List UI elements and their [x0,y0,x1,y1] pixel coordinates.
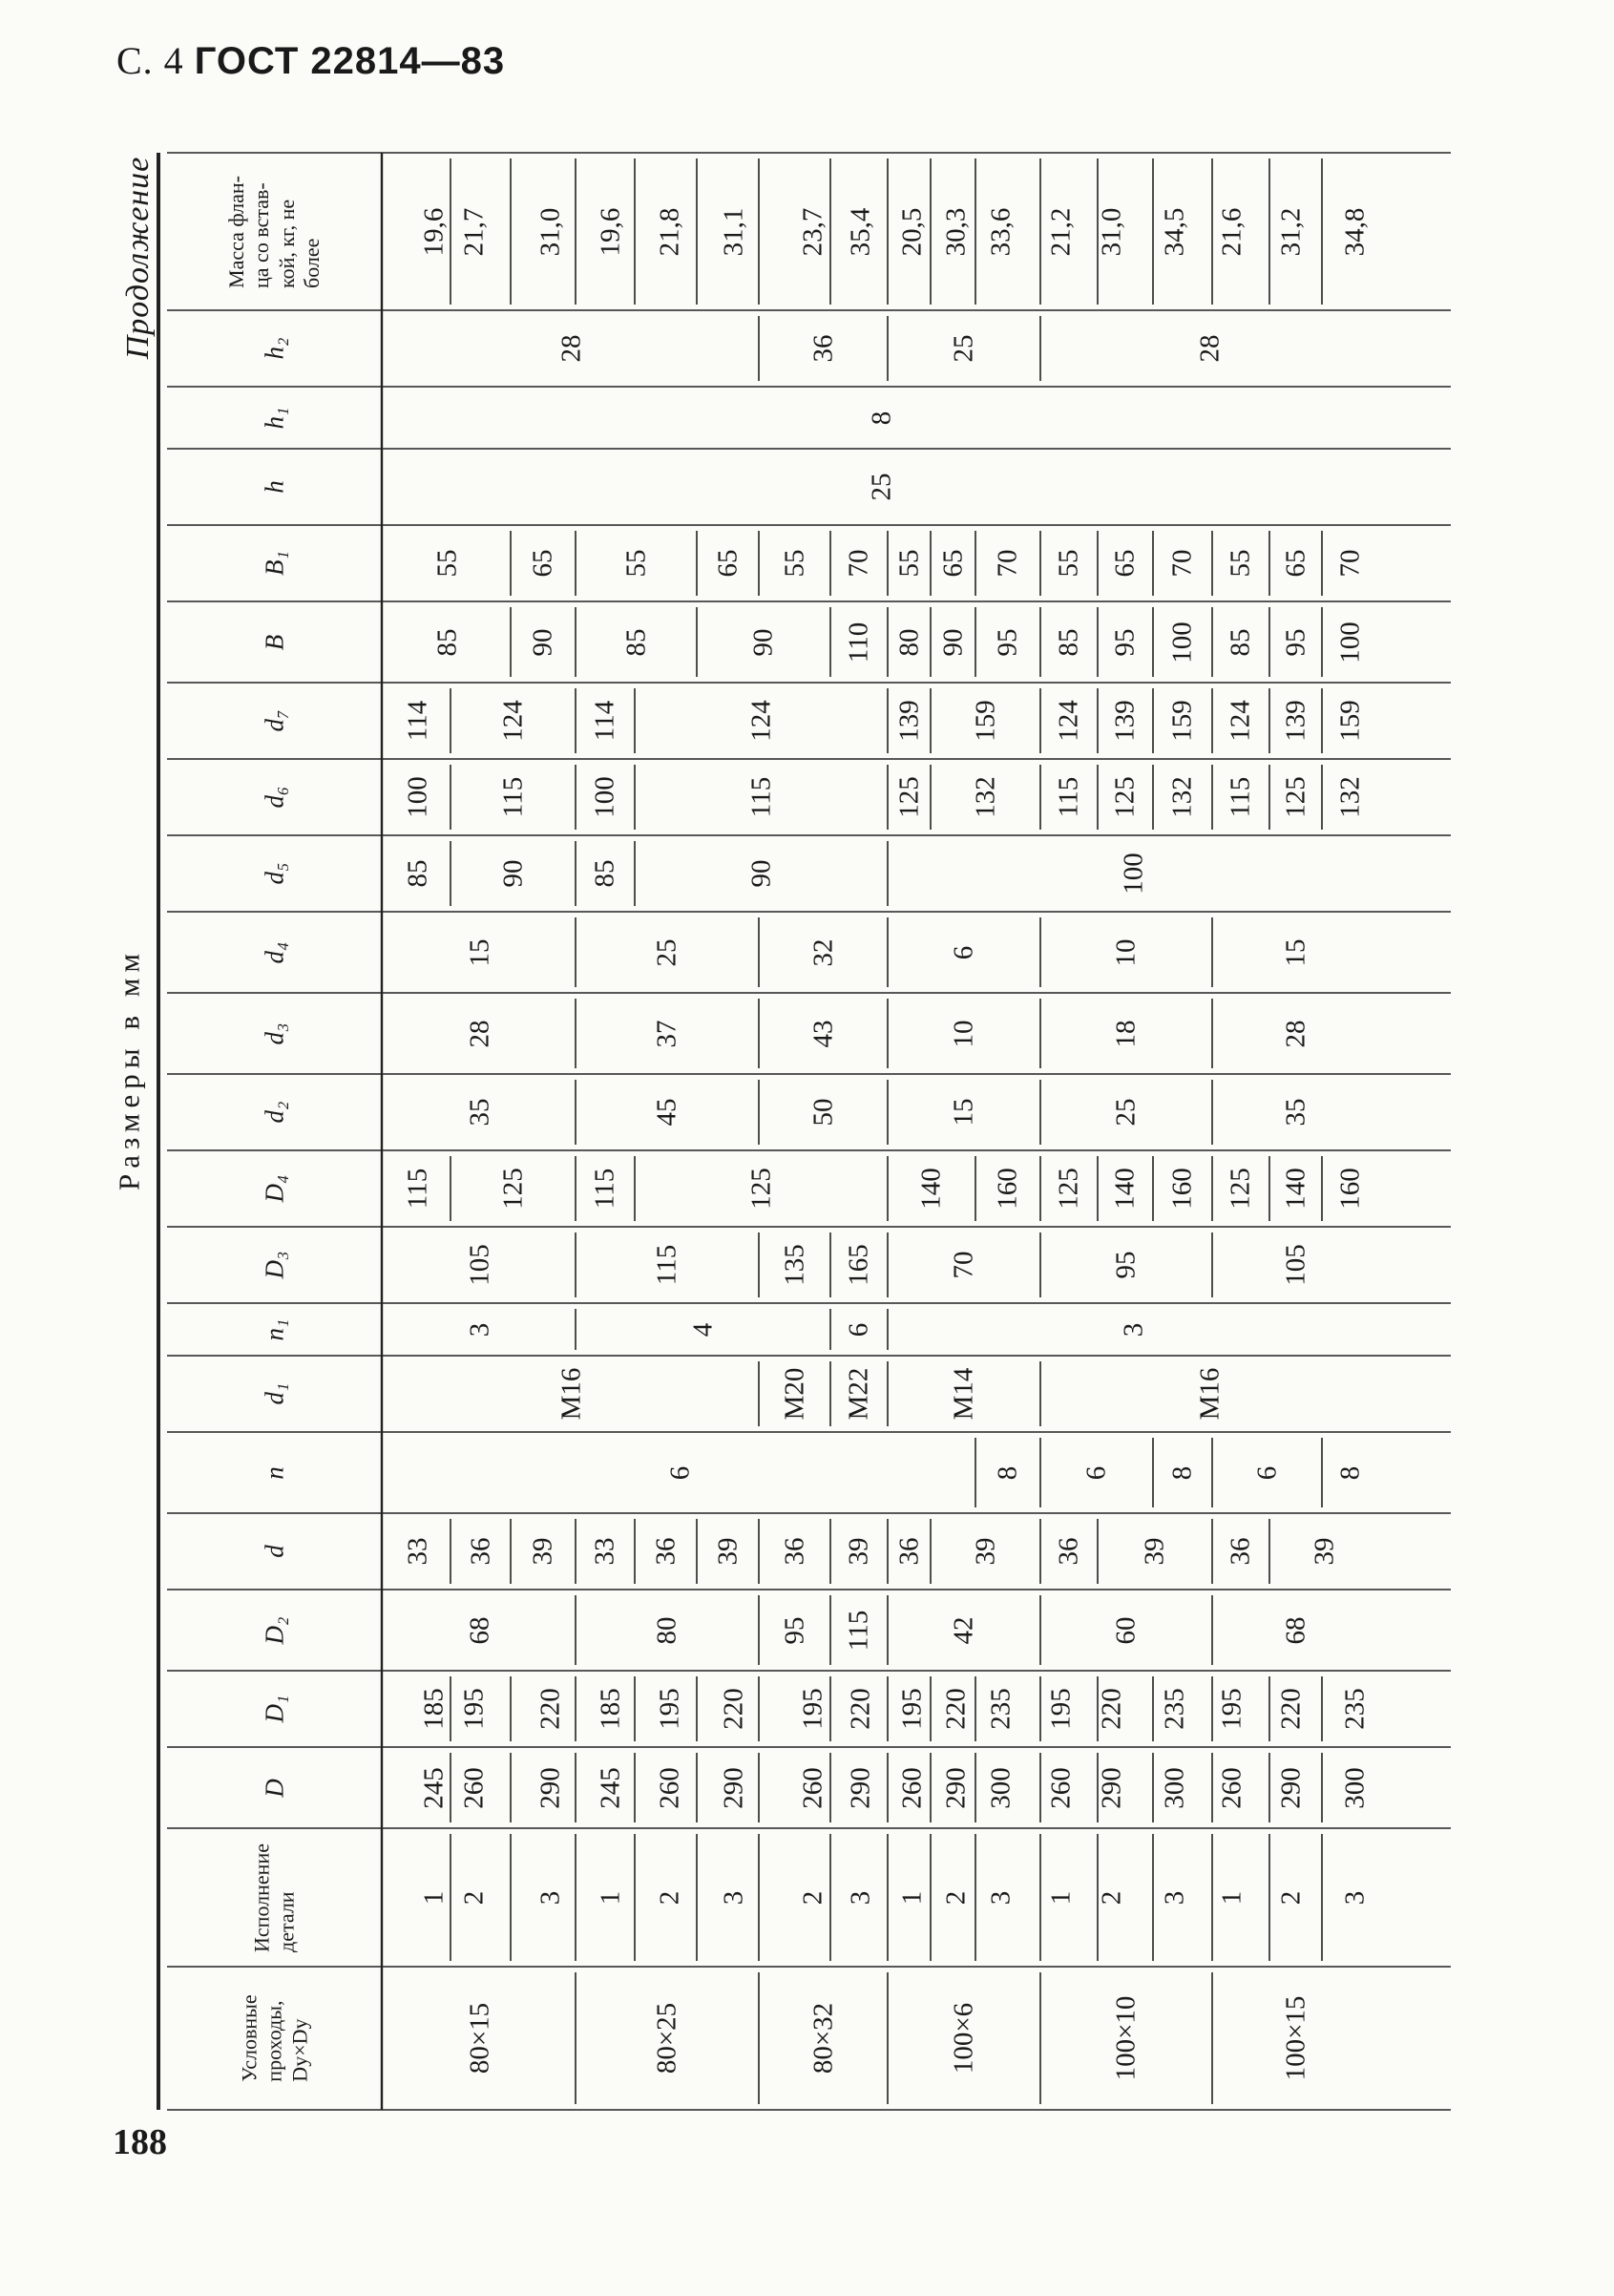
cell-d1: 235 [1159,1688,1190,1730]
cell-d2: 68 [1280,1616,1310,1644]
cell-d: 290 [1275,1766,1307,1809]
cell-mass: 21,2 [1045,207,1077,256]
cell-d: 290 [845,1766,876,1809]
cell-d: 39 [712,1537,743,1566]
cell-mass: 34,8 [1339,207,1371,256]
cell-d: 33 [589,1537,620,1566]
cell-d4: 25 [651,938,682,966]
cell-b: 85 [620,628,651,656]
cell-d3: 70 [948,1251,979,1279]
cell-d3: 105 [464,1244,495,1286]
cell-d: 290 [940,1766,972,1809]
cell-mass: 31,2 [1275,207,1307,256]
group-label: 100×10 [1110,1995,1142,2081]
cell-b1: 55 [1225,549,1256,578]
cell-ispolnenie: 2 [458,1890,490,1905]
column-header-d3: d₃ [260,1022,289,1044]
cell-ispolnenie: 1 [896,1890,928,1905]
cell-n: 6 [664,1465,695,1480]
cell-ispolnenie: 2 [1275,1890,1307,1905]
cell-d6: 125 [1109,776,1141,818]
cell-d3: 10 [948,1020,979,1047]
cell-ispolnenie: 2 [1096,1890,1127,1905]
column-header-d5: d₅ [260,862,289,885]
cell-d6: 100 [589,776,620,818]
cell-d2: 115 [843,1610,874,1651]
cell-ispolnenie: 3 [845,1890,876,1905]
cell-d2: 15 [948,1098,979,1127]
continuation-label: Продолжение [120,156,156,360]
cell-ispolnenie: 3 [718,1890,749,1905]
cell-d: 36 [465,1537,495,1566]
cell-d4: 10 [1110,938,1142,966]
column-header-d3: D₃ [260,1251,289,1279]
cell-ispolnenie: 2 [940,1890,972,1905]
cell-b1: 70 [843,549,874,578]
cell-mass: 21,7 [458,207,490,256]
cell-d1: 220 [845,1688,876,1730]
cell-d3: 28 [1280,1020,1310,1047]
cell-d: 36 [650,1537,681,1566]
cell-d2: 60 [1110,1616,1142,1644]
column-header-h: h [260,480,289,494]
column-header-d2: D₂ [260,1616,289,1644]
cell-d5: 90 [497,859,528,888]
cell-d: 260 [797,1766,828,1809]
cell-d4: 160 [1334,1168,1366,1210]
cell-d5: 100 [1118,853,1148,895]
cell-d2: 50 [807,1098,838,1127]
cell-d7: 124 [745,700,776,742]
cell-b: 100 [1334,621,1366,664]
cell-d4: 115 [402,1168,432,1210]
cell-mass: 31,0 [535,207,566,256]
cell-d4: 6 [948,945,979,959]
cell-d4: 15 [464,938,495,966]
cell-mass: 19,6 [418,207,450,256]
cell-h2: 25 [948,334,979,363]
cell-d2: 95 [779,1616,809,1644]
cell-ispolnenie: 1 [1216,1890,1247,1905]
cell-d1: 220 [718,1688,749,1730]
cell-d4: 125 [497,1168,528,1210]
cell-d1: 185 [418,1688,450,1730]
cell-d5: 85 [402,859,432,888]
cell-d4: 32 [807,938,838,966]
dimensions-banner: Размеры в мм [112,948,146,1190]
cell-d1: 195 [797,1688,828,1730]
cell-ispolnenie: 2 [654,1890,685,1905]
column-header-d: d [260,1545,289,1558]
cell-d: 39 [970,1537,1000,1566]
cell-d7: 124 [1053,700,1084,742]
cell-d3: 135 [779,1244,809,1286]
cell-b: 90 [937,628,968,656]
cell-d6: 115 [497,776,528,818]
column-header-b: B [260,634,289,650]
cell-b1: 70 [1166,549,1198,578]
cell-b: 110 [843,621,874,663]
cell-b: 85 [431,628,463,656]
cell-d: 290 [718,1766,749,1809]
cell-d6: 132 [1334,776,1366,818]
cell-d3: 105 [1280,1244,1310,1286]
cell-d1: М16 [555,1367,587,1421]
cell-d7: 159 [970,700,1000,742]
cell-b1: 65 [1280,549,1310,578]
cell-d1: 220 [940,1688,972,1730]
cell-d: 290 [535,1766,566,1809]
cell-mass: 34,5 [1159,207,1190,256]
group-label: 80×15 [464,2002,495,2075]
cell-h: 25 [866,473,897,501]
cell-n: 8 [1334,1465,1366,1480]
column-header-d1: d₁ [260,1382,289,1405]
cell-d4: 140 [1109,1168,1141,1210]
cell-d5: 85 [589,859,620,888]
cell-b1: 55 [1053,549,1084,578]
cell-n: 8 [992,1465,1023,1480]
cell-n1: 6 [843,1322,874,1337]
cell-d4: 160 [1166,1168,1198,1210]
cell-d3: 37 [651,1020,682,1047]
cell-b1: 55 [893,549,924,578]
page-number: 188 [113,2122,167,2162]
cell-d2: 25 [1110,1098,1142,1127]
cell-d: 39 [1139,1537,1170,1566]
column-header-h1: h₁ [260,407,289,429]
cell-b1: 55 [779,549,809,578]
cell-d3: 115 [651,1244,682,1286]
cell-d2: 35 [1280,1098,1310,1127]
cell-ispolnenie: 3 [1159,1890,1190,1905]
cell-ispolnenie: 2 [797,1890,828,1905]
column-header-d4: d₄ [260,941,289,963]
cell-d: 260 [896,1766,928,1809]
cell-mass: 21,8 [654,207,685,256]
cell-d2: 42 [948,1616,979,1644]
cell-ispolnenie: 1 [595,1890,626,1905]
cell-d2: 35 [464,1098,495,1127]
cell-d7: 139 [1280,700,1310,742]
cell-ispolnenie: 1 [418,1890,450,1905]
cell-d: 33 [402,1537,432,1566]
cell-mass: 20,5 [896,207,928,256]
cell-d: 260 [1045,1766,1077,1809]
cell-d6: 115 [745,776,776,818]
cell-n: 8 [1166,1465,1198,1480]
cell-ispolnenie: 1 [1045,1890,1077,1905]
cell-d7: 114 [589,700,620,742]
cell-d6: 132 [970,776,1000,818]
cell-b1: 65 [1109,549,1141,578]
cell-d7: 139 [1109,700,1141,742]
column-header-ispolnenie: Исполнение детали [249,1843,299,1952]
column-header-n1: n₁ [260,1318,289,1340]
cell-mass: 35,4 [845,207,876,256]
cell-n: 6 [1080,1465,1112,1480]
cell-d4: 125 [745,1168,776,1210]
cell-d4: 140 [915,1168,947,1210]
cell-d7: 139 [893,700,924,742]
cell-d6: 115 [1225,776,1256,818]
cell-mass: 31,0 [1096,207,1127,256]
cell-d1: М16 [1194,1367,1225,1421]
cell-h2: 28 [1194,334,1225,363]
cell-d6: 125 [893,776,924,818]
column-header-d7: d₇ [260,709,289,732]
cell-d3: 165 [843,1244,874,1286]
cell-d1: 235 [985,1688,1017,1730]
cell-d1: М20 [779,1367,809,1421]
cell-d3: 18 [1110,1020,1142,1047]
group-label: 80×25 [651,2002,682,2075]
group-label: 80×32 [807,2002,838,2075]
cell-d7: 124 [497,700,528,742]
cell-d: 39 [843,1537,874,1566]
cell-d: 290 [1096,1766,1127,1809]
cell-d5: 90 [745,859,776,888]
column-header-dy: Условные проходы, Dу×Dу [237,1994,312,2082]
cell-n1: 4 [687,1322,718,1337]
cell-ispolnenie: 3 [1339,1890,1371,1905]
cell-d1: 195 [896,1688,928,1730]
page-prefix: С. 4 [116,39,184,82]
cell-d6: 125 [1280,776,1310,818]
cell-h1: 8 [866,411,897,425]
column-header-n: n [260,1465,289,1480]
group-label: 100×6 [948,2002,979,2075]
column-header-d1: D₁ [260,1695,289,1723]
cell-d2: 45 [651,1098,682,1127]
cell-d6: 115 [1053,776,1084,818]
cell-b1: 70 [1334,549,1366,578]
cell-d3: 95 [1110,1251,1142,1279]
cell-d1: 220 [535,1688,566,1730]
column-header-d: D [260,1778,289,1798]
cell-d1: 235 [1339,1688,1371,1730]
cell-ispolnenie: 3 [985,1890,1017,1905]
cell-d7: 159 [1334,700,1366,742]
cell-b1: 65 [937,549,968,578]
cell-d1: 195 [1216,1688,1247,1730]
standard-designation: ГОСТ 22814—83 [194,40,506,82]
cell-d: 260 [458,1766,490,1809]
cell-d7: 159 [1166,700,1198,742]
cell-d: 36 [1053,1537,1084,1566]
cell-b: 80 [893,628,924,656]
cell-d4: 15 [1280,938,1310,966]
cell-mass: 30,3 [940,207,972,256]
cell-d1: 220 [1275,1688,1307,1730]
cell-n1: 3 [464,1322,495,1337]
cell-d4: 125 [1225,1168,1256,1210]
cell-d7: 114 [402,700,432,742]
column-header-d6: d₆ [260,786,289,809]
cell-b1: 55 [431,549,463,578]
cell-d1: 185 [595,1688,626,1730]
cell-d: 245 [418,1766,450,1809]
cell-mass: 21,6 [1216,207,1247,256]
cell-d7: 124 [1225,700,1256,742]
cell-d: 260 [654,1766,685,1809]
cell-d6: 132 [1166,776,1198,818]
cell-d4: 160 [992,1168,1023,1210]
cell-h2: 28 [555,334,587,363]
column-header-b1: B₁ [260,551,289,576]
cell-mass: 31,1 [718,207,749,256]
column-header-h2: h₂ [260,337,289,360]
cell-d1: 195 [458,1688,490,1730]
cell-d4: 125 [1053,1168,1084,1210]
cell-d1: 220 [1096,1688,1127,1730]
cell-mass: 23,7 [797,207,828,256]
cell-b: 95 [1109,628,1141,656]
cell-d1: М22 [843,1367,874,1421]
cell-d: 300 [1159,1766,1190,1809]
cell-mass: 33,6 [985,207,1017,256]
cell-d2: 80 [651,1616,682,1644]
cell-d2: 68 [464,1616,495,1644]
cell-n1: 3 [1118,1322,1148,1337]
cell-b: 90 [527,628,558,656]
column-header-mass: Масса флан- ца со встав- кой, кг, не более [224,175,325,288]
cell-b: 100 [1166,621,1198,664]
cell-b: 95 [992,628,1023,656]
cell-d4: 115 [589,1168,620,1210]
cell-h2: 36 [807,334,838,363]
cell-d3: 43 [807,1020,838,1047]
column-header-d2: d₂ [260,1101,289,1124]
cell-mass: 19,6 [595,207,626,256]
cell-d: 39 [1309,1537,1339,1566]
cell-d: 36 [893,1537,924,1566]
cell-d: 36 [1225,1537,1256,1566]
cell-d: 39 [527,1537,558,1566]
cell-d: 36 [779,1537,809,1566]
cell-b1: 55 [620,549,651,578]
cell-b1: 65 [712,549,743,578]
cell-d: 245 [595,1766,626,1809]
cell-n: 6 [1251,1465,1282,1480]
group-label: 100×15 [1280,1995,1310,2081]
cell-d: 260 [1216,1766,1247,1809]
cell-b: 95 [1280,628,1310,656]
cell-b1: 65 [527,549,558,578]
cell-d4: 140 [1280,1168,1310,1210]
cell-b: 85 [1225,628,1256,656]
cell-b1: 70 [992,549,1023,578]
cell-d6: 100 [402,776,432,818]
cell-d1: М14 [948,1367,979,1421]
cell-b: 90 [747,628,779,656]
cell-ispolnenie: 3 [535,1890,566,1905]
cell-d3: 28 [464,1020,495,1047]
column-header-d4: D₄ [260,1174,289,1203]
cell-d1: 195 [1045,1688,1077,1730]
cell-d1: 195 [654,1688,685,1730]
cell-d: 300 [1339,1766,1371,1809]
cell-d: 300 [985,1766,1017,1809]
cell-b: 85 [1053,628,1084,656]
